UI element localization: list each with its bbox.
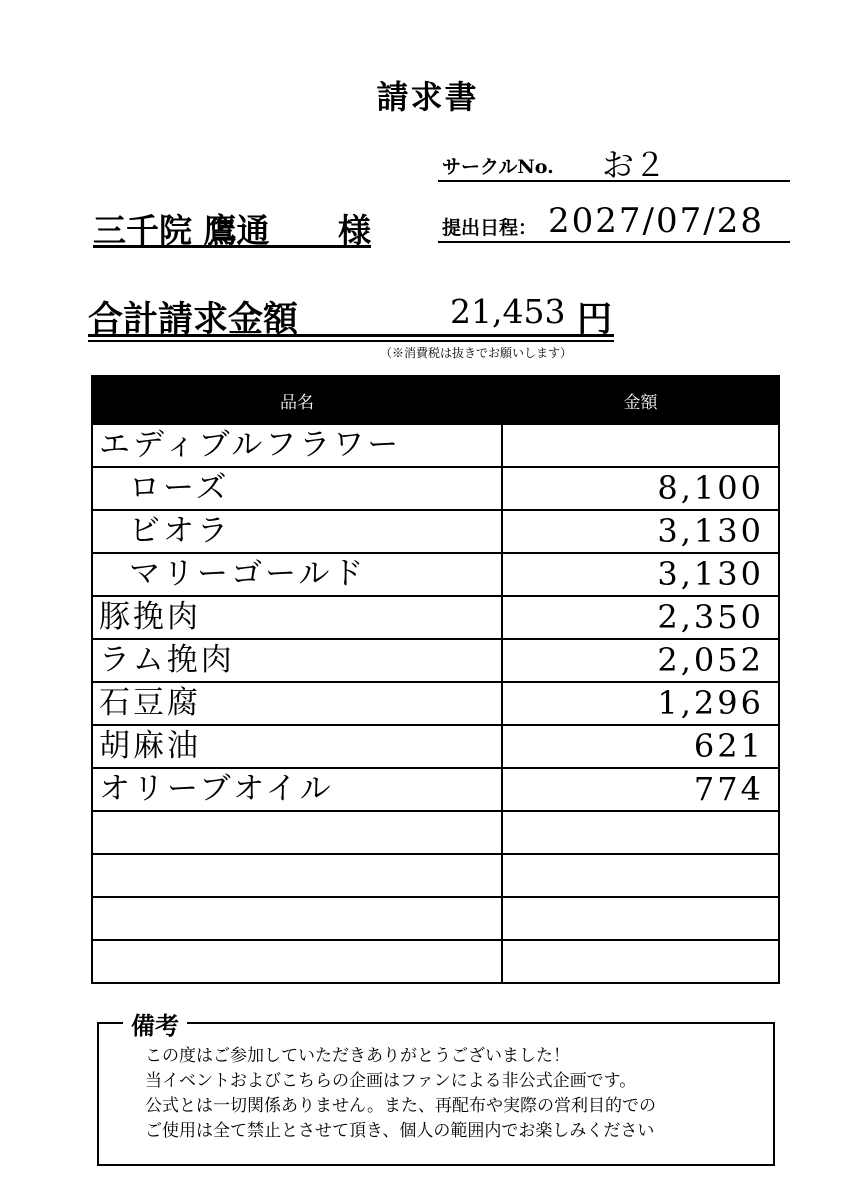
remarks-title: 備考 <box>123 1006 187 1041</box>
table-row <box>92 424 779 467</box>
item-name-cell: ローズ <box>92 467 502 510</box>
total-amount-row <box>88 290 614 340</box>
table-body <box>92 424 779 983</box>
remarks-line: この度はご参加していただきありがとうございました！ <box>145 1046 570 1066</box>
tax-note: （※消費税は抜きでお願いします） <box>380 346 573 360</box>
item-name-cell: 胡麻油 <box>92 725 502 768</box>
header-amount: 金額 <box>502 376 779 424</box>
item-amount-cell: 2,350 <box>502 596 779 639</box>
total-amount-unit: 円 <box>576 299 612 340</box>
remarks-box <box>97 1011 775 1166</box>
table-row <box>92 897 779 940</box>
remarks-line: ご使用は全て禁止とさせて頂き、個人の範囲内でお楽しみください <box>145 1121 655 1141</box>
remarks-line: 当イベントおよびこちらの企画はファンによる非公式企画です。 <box>145 1071 637 1091</box>
table-row <box>92 768 779 811</box>
table-header-row <box>92 376 779 424</box>
header-item-name: 品名 <box>92 376 502 424</box>
table-row <box>92 940 779 983</box>
recipient-name: 三千院 鷹通 <box>93 211 270 250</box>
item-name-cell: ビオラ <box>92 510 502 553</box>
item-amount-cell: 2,052 <box>502 639 779 682</box>
item-amount-cell <box>502 940 779 983</box>
item-name-cell <box>92 897 502 940</box>
circle-number-row <box>438 146 790 182</box>
item-name-cell: ラム挽肉 <box>92 639 502 682</box>
item-name-cell <box>92 854 502 897</box>
item-amount-cell <box>502 854 779 897</box>
table-row <box>92 854 779 897</box>
table-row <box>92 639 779 682</box>
item-name-cell: 石豆腐 <box>92 682 502 725</box>
item-amount-cell <box>502 811 779 854</box>
recipient-honorific: 様 <box>338 211 371 250</box>
item-name-cell: 豚挽肉 <box>92 596 502 639</box>
item-amount-cell: 8,100 <box>502 467 779 510</box>
items-table <box>91 375 780 984</box>
item-amount-cell: 3,130 <box>502 510 779 553</box>
submission-date-label: 提出日程： <box>442 217 538 239</box>
table-row <box>92 596 779 639</box>
circle-number-value: お２ <box>602 146 667 184</box>
table-row <box>92 725 779 768</box>
table-row <box>92 467 779 510</box>
total-amount-value: 21,453 <box>450 292 566 331</box>
item-name-cell: オリーブオイル <box>92 768 502 811</box>
item-amount-cell <box>502 424 779 467</box>
recipient-row <box>93 205 371 248</box>
remarks-line: 公式とは一切関係ありません。また、再配布や実際の営利目的での <box>145 1096 657 1116</box>
item-amount-cell: 774 <box>502 768 779 811</box>
table-row <box>92 682 779 725</box>
circle-number-label: サークルNo. <box>442 156 554 178</box>
submission-date-row <box>438 203 790 243</box>
invoice-title: 請求書 <box>376 78 479 116</box>
item-amount-cell: 1,296 <box>502 682 779 725</box>
total-amount-label: 合計請求金額 <box>88 299 299 340</box>
table-row <box>92 811 779 854</box>
item-amount-cell <box>502 897 779 940</box>
remarks-text <box>145 1044 763 1144</box>
item-name-cell: エディブルフラワー <box>92 424 502 467</box>
submission-date-value: 2027/07/28 <box>548 201 764 241</box>
item-name-cell <box>92 940 502 983</box>
table-row <box>92 510 779 553</box>
item-amount-cell: 621 <box>502 725 779 768</box>
table-row <box>92 553 779 596</box>
item-name-cell <box>92 811 502 854</box>
item-name-cell: マリーゴールド <box>92 553 502 596</box>
item-amount-cell: 3,130 <box>502 553 779 596</box>
